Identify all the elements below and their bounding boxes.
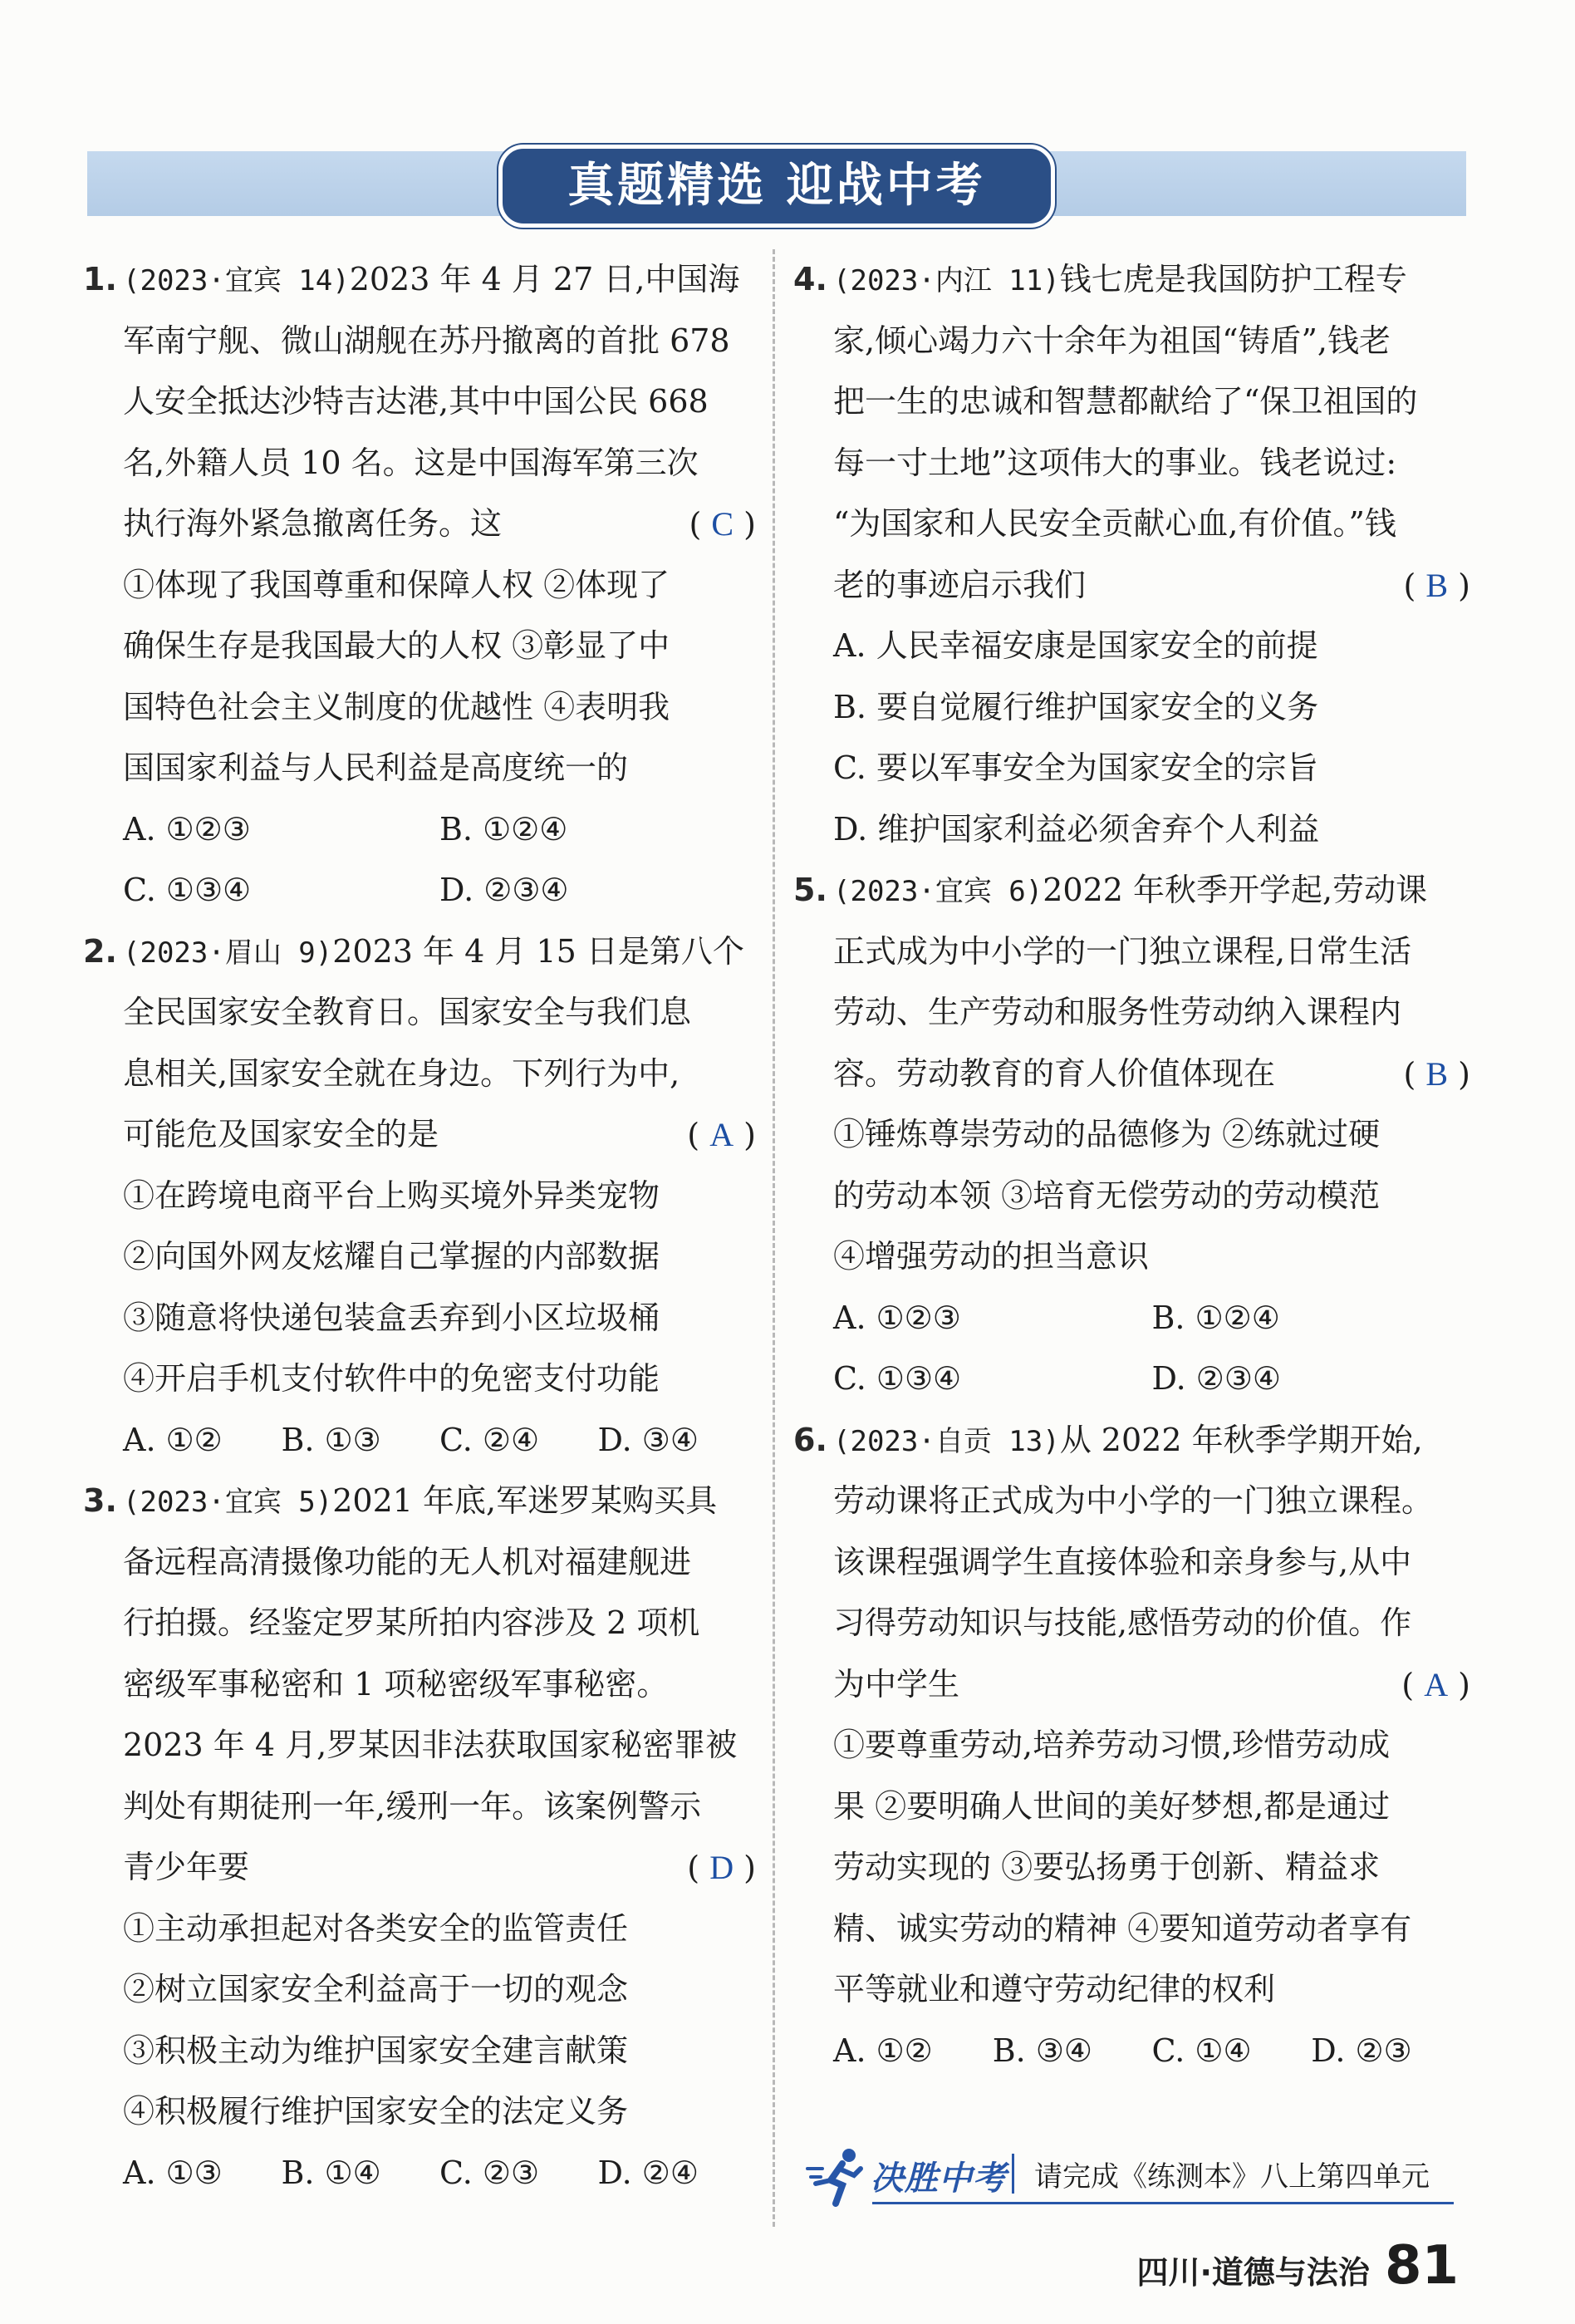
option: C. ①③④ — [833, 1360, 962, 1397]
options-row — [793, 1349, 1470, 1410]
question-stem-line: 习得劳动知识与技能,感悟劳动的价值。作 — [833, 1604, 1412, 1641]
question-stem-line: 息相关,国家安全就在身边。下列行为中, — [123, 1054, 680, 1092]
question-source: (2023·眉山 9) — [123, 936, 333, 970]
answer-bracket: ( B ) — [1403, 1054, 1470, 1093]
question-stem-line: 全民国家安全教育日。国家安全与我们息 — [123, 994, 692, 1030]
option: D. ②④ — [597, 2154, 699, 2191]
statement-line: ①锤炼尊崇劳动的品德修为 ②练就过硬 — [833, 1116, 1381, 1152]
right-column — [793, 249, 1470, 2081]
statement-line: ④开启手机支付软件中的免密支付功能 — [123, 1360, 660, 1397]
answer-mark: A — [709, 1116, 734, 1153]
option: D. 维护国家利益必须舍弃个人利益 — [833, 810, 1320, 848]
section-banner — [87, 151, 1466, 216]
question-stem-line: 密级军事秘密和 1 项秘密级军事秘密。 — [123, 1665, 669, 1702]
option: A. ①② — [123, 1421, 223, 1458]
question-stem-line: 为中学生 ( A ) — [793, 1654, 1470, 1716]
question-stem-line: 正式成为中小学的一门独立课程,日常生活 — [833, 932, 1412, 970]
option: A. 人民幸福安康是国家安全的前提 — [833, 627, 1318, 664]
option: A. ①②③ — [833, 1299, 961, 1336]
question-number: 1. — [83, 261, 117, 297]
question-stem-line: (2023·宜宾 14)2023 年 4 月 27 日,中国海 — [123, 261, 740, 297]
exam-footer-banner — [797, 2144, 1454, 2218]
page-footer — [1137, 2235, 1460, 2297]
question-stem-line: 劳动、生产劳动和服务性劳动纳入课程内 — [833, 994, 1402, 1030]
question-stem-line: 2023 年 4 月,罗某因非法获取国家秘密罪被 — [123, 1727, 738, 1763]
option: B. 要自觉履行维护国家安全的义务 — [833, 688, 1319, 725]
answer-bracket: ( A ) — [1401, 1665, 1470, 1703]
option: D. ②③ — [1311, 2032, 1412, 2069]
statement-line: 精、诚实劳动的精神 ④要知道劳动者享有 — [833, 1909, 1412, 1947]
option: A. ①② — [833, 2032, 933, 2069]
statement-line: ①在跨境电商平台上购买境外异类宠物 — [123, 1177, 660, 1214]
question-number: 6. — [793, 1421, 827, 1458]
question-number: 3. — [83, 1482, 117, 1519]
question-stem-line: 该课程强调学生直接体验和亲身参与,从中 — [833, 1543, 1412, 1580]
subject-label: 四川·道德与法治 — [1136, 2254, 1370, 2291]
option: B. ①④ — [281, 2154, 381, 2191]
question-stem-line: 可能危及国家安全的是 ( A ) — [83, 1104, 756, 1166]
answer-mark: C — [711, 505, 734, 543]
statement-line: 平等就业和遵守劳动纪律的权利 — [833, 1971, 1276, 2007]
question-source: (2023·宜宾 6) — [833, 875, 1043, 908]
page-number: 81 — [1384, 2235, 1459, 2297]
option: C. 要以军事安全为国家安全的宗旨 — [833, 749, 1318, 786]
question-source: (2023·自贡 13) — [833, 1424, 1060, 1458]
statement-line: 劳动实现的 ③要弘扬勇于创新、精益求 — [833, 1849, 1381, 1885]
statement-line: ②向国外网友炫耀自己掌握的内部数据 — [123, 1238, 660, 1275]
statement-line: 国特色社会主义制度的优越性 ④表明我 — [123, 688, 670, 725]
footer-note: 请完成《练测本》八上第四单元 — [1034, 2160, 1430, 2194]
options-row — [83, 1410, 756, 1472]
question-stem-line: 老的事迹启示我们 ( B ) — [793, 555, 1470, 617]
option: D. ③④ — [597, 1421, 699, 1458]
options-row — [83, 860, 756, 921]
answer-mark: B — [1425, 566, 1449, 604]
option: C. ②③ — [439, 2154, 540, 2191]
question-source: (2023·宜宾 14) — [123, 264, 350, 297]
statement-line: 的劳动本领 ③培育无偿劳动的劳动模范 — [833, 1177, 1381, 1214]
option: B. ③④ — [992, 2032, 1092, 2069]
option: C. ①④ — [1151, 2032, 1252, 2069]
section-title: 真题精选 迎战中考 — [498, 145, 1055, 228]
option: C. ②④ — [439, 1421, 540, 1458]
statement-line: ①体现了我国尊重和保障人权 ②体现了 — [123, 566, 670, 603]
answer-mark: B — [1425, 1054, 1449, 1093]
question-number: 2. — [83, 932, 117, 970]
footer-separator — [1012, 2154, 1014, 2194]
statement-line: ③随意将快递包装盒丢弃到小区垃圾桶 — [123, 1299, 660, 1336]
answer-mark: D — [709, 1849, 734, 1886]
option: A. ①③ — [123, 2154, 223, 2191]
question-stem-line: 青少年要 ( D ) — [83, 1837, 756, 1899]
option: B. ①②④ — [1151, 1299, 1280, 1336]
answer-bracket: ( A ) — [687, 1116, 756, 1153]
question-2 — [83, 921, 756, 1472]
question-3 — [83, 1471, 756, 2204]
question-stem-line: 执行海外紧急撤离任务。这 ( C ) — [83, 494, 756, 555]
question-number: 4. — [793, 261, 827, 297]
statement-line: ④增强劳动的担当意识 — [833, 1238, 1150, 1275]
answer-bracket: ( D ) — [687, 1849, 756, 1886]
question-source: (2023·宜宾 5) — [123, 1486, 333, 1519]
question-stem-line: 名,外籍人员 10 名。这是中国海军第三次 — [123, 444, 699, 481]
question-stem-line: 判处有期徒刑一年,缓刑一年。该案例警示 — [123, 1787, 702, 1825]
option: B. ①③ — [281, 1421, 381, 1458]
statement-line: ③积极主动为维护国家安全建言献策 — [123, 2032, 629, 2069]
footer-rule — [872, 2202, 1454, 2204]
statement-line: ②树立国家安全利益高于一切的观念 — [123, 1971, 629, 2007]
answer-bracket: ( C ) — [689, 505, 756, 543]
option: A. ①②③ — [123, 810, 251, 848]
options-row — [83, 2143, 756, 2204]
answer-mark: A — [1424, 1665, 1449, 1703]
option: C. ①③④ — [123, 872, 252, 908]
question-4 — [793, 249, 1470, 860]
statement-line: ①主动承担起对各类安全的监管责任 — [123, 1909, 629, 1947]
statement-line: ④积极履行维护国家安全的法定义务 — [123, 2093, 629, 2130]
question-stem-line: 把一生的忠诚和智慧都献给了“保卫祖国的 — [833, 383, 1418, 420]
runner-icon — [806, 2144, 872, 2210]
question-stem-line: (2023·宜宾 6)2022 年秋季开学起,劳动课 — [833, 872, 1428, 908]
question-stem-line: 家,倾心竭力六十余年为祖国“铸盾”,钱老 — [833, 322, 1391, 359]
statement-line: 国国家利益与人民利益是高度统一的 — [123, 749, 629, 786]
left-column — [83, 249, 756, 2204]
question-stem-line: 容。劳动教育的育人价值体现在 ( B ) — [793, 1044, 1470, 1105]
statement-line: 果 ②要明确人世间的美好梦想,都是通过 — [833, 1787, 1391, 1825]
question-stem-line: “为国家和人民安全贡献心血,有价值。”钱 — [833, 505, 1396, 542]
question-6 — [793, 1410, 1470, 2082]
question-5 — [793, 860, 1470, 1410]
question-number: 5. — [793, 872, 827, 908]
question-1 — [83, 249, 756, 921]
options-row — [793, 1288, 1470, 1349]
question-stem-line: 军南宁舰、微山湖舰在苏丹撤离的首批 678 — [123, 322, 730, 359]
options-row — [793, 2021, 1470, 2082]
options-row — [83, 799, 756, 861]
option: B. ①②④ — [439, 810, 568, 848]
question-stem-line: 每一寸土地”这项伟大的事业。钱老说过: — [833, 444, 1397, 481]
question-stem-line: 行拍摄。经鉴定罗某所拍内容涉及 2 项机 — [123, 1604, 700, 1641]
option: D. ②③④ — [1151, 1360, 1281, 1397]
column-divider — [773, 249, 775, 2227]
answer-bracket: ( B ) — [1403, 566, 1470, 604]
question-source: (2023·内江 11) — [833, 264, 1060, 297]
question-stem-line: (2023·内江 11)钱七虎是我国防护工程专 — [833, 261, 1407, 297]
question-stem-line: (2023·自贡 13)从 2022 年秋季学期开始, — [833, 1421, 1423, 1458]
question-stem-line: 备远程高清摄像功能的无人机对福建舰进 — [123, 1543, 692, 1580]
statement-line: ①要尊重劳动,培养劳动习惯,珍惜劳动成 — [833, 1727, 1391, 1763]
question-stem-line: (2023·眉山 9)2023 年 4 月 15 日是第八个 — [123, 932, 744, 970]
brand-label: 决胜中考 — [871, 2159, 1007, 2198]
question-stem-line: (2023·宜宾 5)2021 年底,军迷罗某购买具 — [123, 1482, 718, 1519]
question-stem-line: 人安全抵达沙特吉达港,其中中国公民 668 — [123, 383, 709, 420]
question-stem-line: 劳动课将正式成为中小学的一门独立课程。 — [833, 1482, 1434, 1519]
statement-line: 确保生存是我国最大的人权 ③彰显了中 — [123, 627, 670, 664]
option: D. ②③④ — [439, 872, 569, 908]
